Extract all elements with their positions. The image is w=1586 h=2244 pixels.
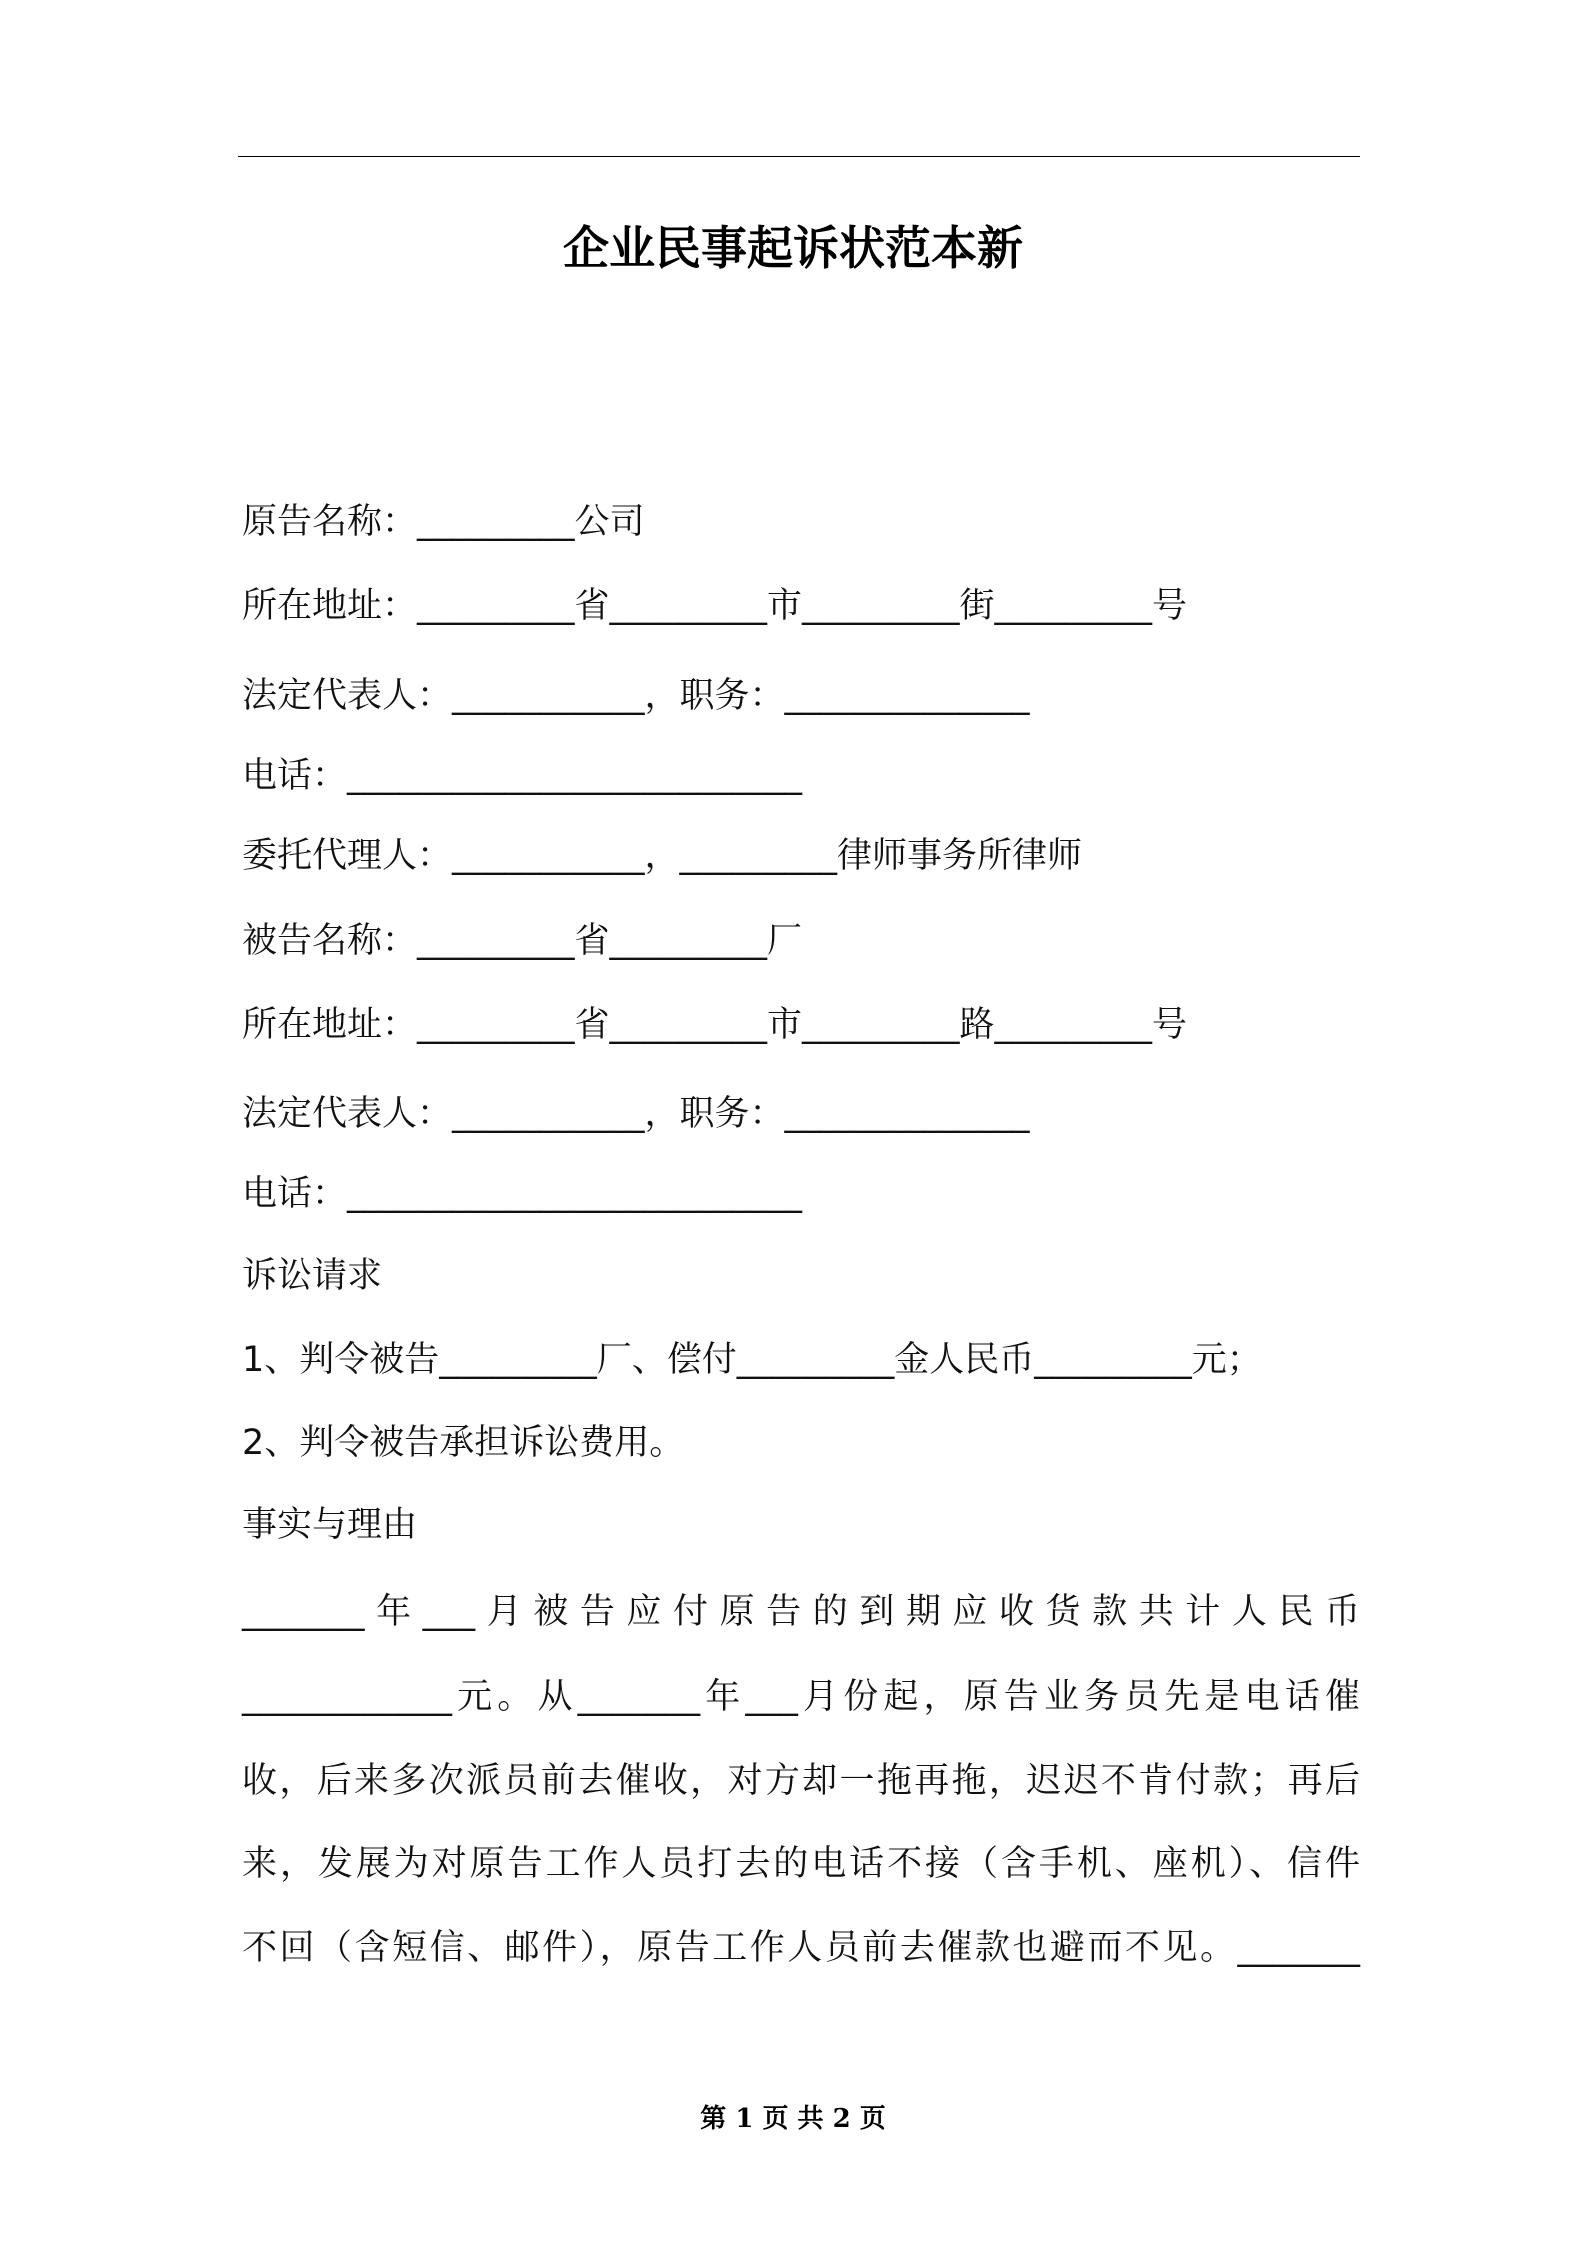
plaintiff-name-line: 原告名称：_________公司	[242, 502, 645, 542]
header-rule	[238, 156, 1360, 157]
plaintiff-representative-line: 法定代表人：___________，职务：______________	[242, 676, 1030, 716]
document-title: 企业民事起诉状范本新	[563, 221, 1023, 275]
facts-paragraph-line: _______年___月被告应付原告的到期应收货款共计人民币	[242, 1592, 1360, 1632]
facts-paragraph-line: 不回（含短信、邮件），原告工作人员前去催款也避而不见。_______	[242, 1928, 1360, 1968]
defendant-name-line: 被告名称：_________省_________厂	[242, 921, 803, 961]
plaintiff-phone-line: 电话：__________________________	[242, 756, 803, 796]
facts-paragraph-line: 收，后来多次派员前去催收，对方却一拖再拖，迟迟不肯付款；再后	[242, 1761, 1360, 1801]
defendant-address-line: 所在地址：_________省_________市_________路_________号	[242, 1005, 1188, 1045]
defendant-phone-line: 电话：__________________________	[242, 1174, 803, 1214]
page-indicator: 第 1 页 共 2 页	[700, 2104, 886, 2134]
claim-item: 2、判令被告承担诉讼费用。	[242, 1423, 685, 1463]
facts-heading: 事实与理由	[242, 1505, 418, 1545]
facts-paragraph-line: ____________元。从_______年___月份起，原告业务员先是电话催	[242, 1677, 1360, 1717]
plaintiff-address-line: 所在地址：_________省_________市_________街_________号	[242, 586, 1188, 626]
defendant-representative-line: 法定代表人：___________，职务：______________	[242, 1094, 1030, 1134]
facts-paragraph-line: 来，发展为对原告工作人员打去的电话不接（含手机、座机）、信件	[242, 1844, 1360, 1884]
plaintiff-agent-line: 委托代理人：___________，_________律师事务所律师	[242, 836, 1083, 876]
claim-item: 1、判令被告_________厂、偿付_________金人民币_________元；	[242, 1340, 1262, 1380]
claims-heading: 诉讼请求	[242, 1256, 383, 1296]
